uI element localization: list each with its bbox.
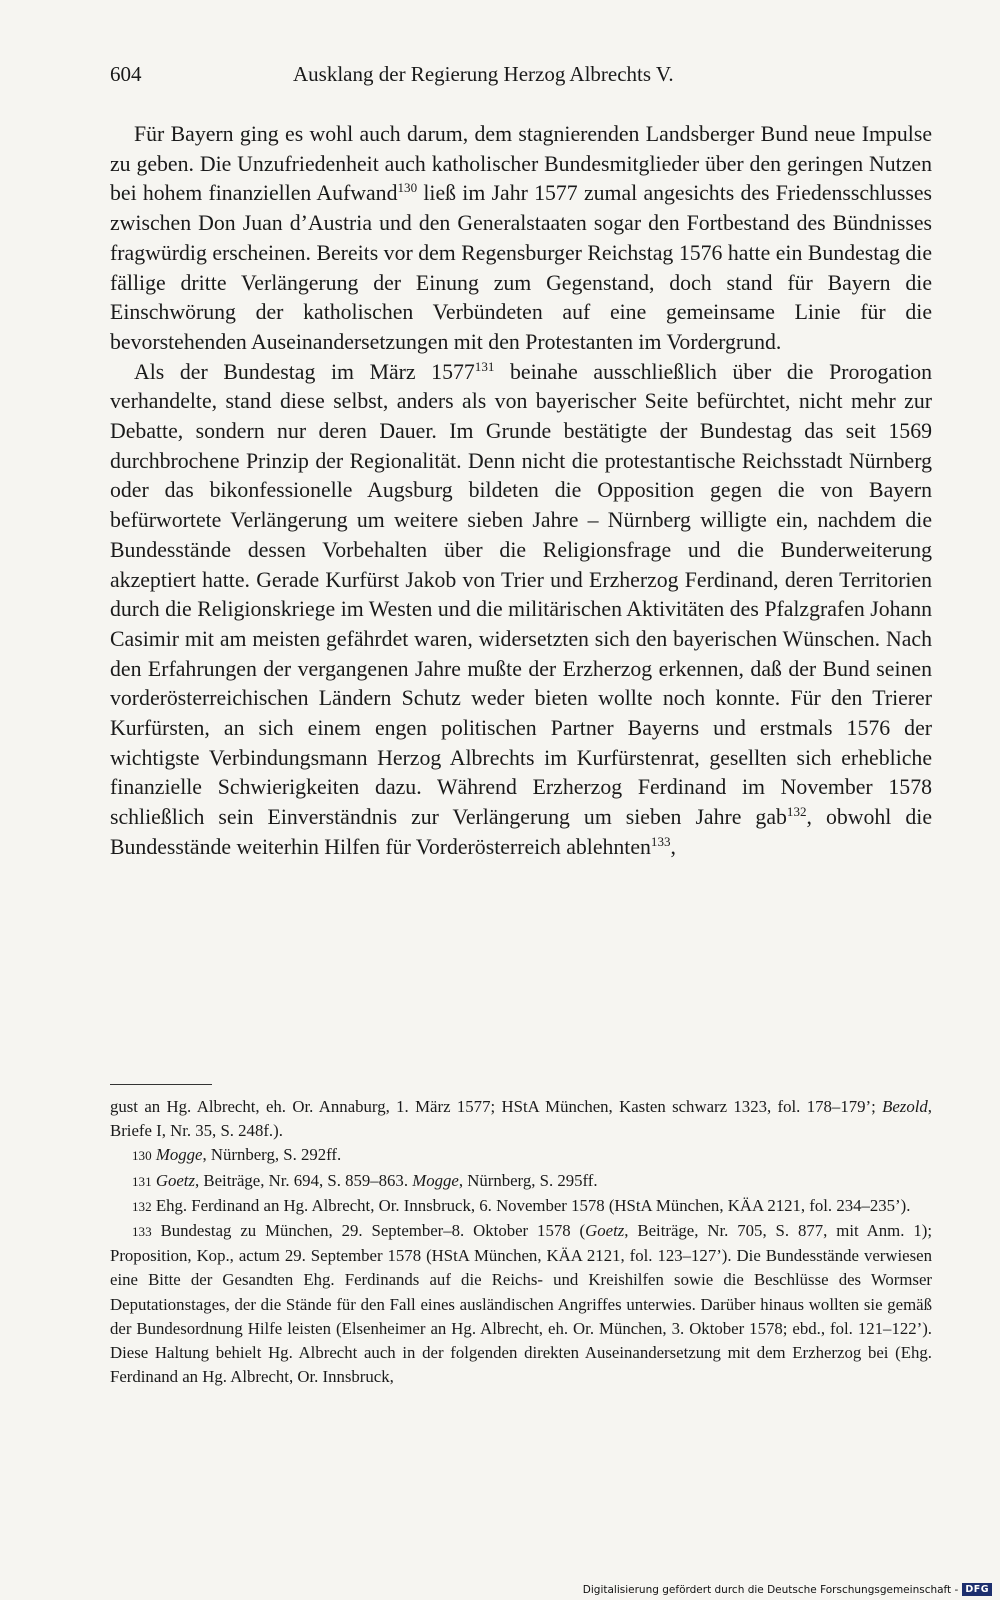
footnote-text: , Beiträge, Nr. 694, S. 859–863. (195, 1170, 413, 1190)
author-name: Goetz (585, 1221, 625, 1241)
footnote-131 (110, 1169, 932, 1194)
paragraph-text: Für Bayern ging es wohl auch darum, dem stagnierenden Landsberger Bund neue Impulse zu geben. Die Unzufriedenheit auch katholischer Bundesmitglieder über den geringen Nutzen bei hohem finanziellen Aufwand (110, 122, 932, 206)
footnote-number: 132 (132, 1198, 152, 1214)
footnote-ref-132[interactable]: 132 (786, 804, 807, 820)
page-number: 604 (110, 62, 142, 86)
author-name: Mogge (155, 1145, 203, 1165)
footnote-text: , Nürnberg, S. 292ff. (202, 1145, 342, 1165)
digitization-footer (583, 1583, 992, 1596)
main-text (110, 120, 932, 863)
footnote-ref-130[interactable]: 130 (397, 180, 418, 196)
footnote-number: 133 (132, 1224, 152, 1240)
running-title: Ausklang der Regierung Herzog Albrechts V. (293, 62, 674, 86)
footnote-divider (110, 1084, 212, 1085)
paragraph-text: , (670, 834, 676, 859)
footnotes (110, 1095, 932, 1389)
paragraph-text: , obwohl die Bundesstände weiterhin Hilfen für Vorderösterreich ablehnten (110, 805, 932, 859)
footnote-text: , Beiträge, Nr. 705, S. 877, mit Anm. 1); Proposition, Kop., actum 29. September 1578 (HStA München, KÄA 2121, fol. 123–127’). Die Bundesstände verwiesen eine Bitte der Gesandten Ehg. Ferdinands auf die Reichs- und Kreishilfen sowie die Beschlüsse des Wormser Deputationstages, der die Stände für den Fall eines ausländischen Angriffes unterwies. Darüber hinaus wollten sie gemäß der Bundesordnung Hilfe leisten (Elsenheimer an Hg. Albrecht, eh. Or. München, 3. Oktober 1578; ebd., fol. 121–122’). Diese Haltung behielt Hg. Albrecht auch in der folgenden direkten Auseinandersetzung mit dem Erzherzog bei (Ehg. Ferdinand an Hg. Albrecht, Or. Innsbruck, (110, 1221, 932, 1387)
footer-text: Digitalisierung gefördert durch die Deutsche Forschungsgemeinschaft - (582, 1583, 959, 1596)
paragraph-text: Als der Bundestag im März 1577 (134, 359, 475, 384)
footnote-text: , Nürnberg, S. 295ff. (458, 1170, 598, 1190)
footnote-number: 131 (132, 1173, 152, 1189)
footnote-number: 130 (132, 1148, 152, 1164)
author-name: Goetz (155, 1170, 195, 1190)
author-name: Mogge (412, 1170, 459, 1190)
footnote-continuation (110, 1095, 932, 1143)
paragraph-text: beinahe ausschließlich über die Prorogation verhandelte, stand diese selbst, anders als von bayerischer Seite befürchtet, nicht mehr zur Debatte, sondern nur deren Dauer. Im Grunde bestätigte der Bundestag das seit 1569 durchbrochene Prinzip der Regionalität. Denn nicht die protestantische Reichsstadt Nürnberg oder das bikonfessionelle Augsburg bildeten die Opposition gegen die von Bayern befürwortete Verlängerung um weitere sieben Jahre – Nürnberg willigte ein, nachdem die Bundesstände dessen Vorbehalten über die Religionsfrage und die Bunderweiterung akzeptiert hatte. Gerade Kurfürst Jakob von Trier und Erzherzog Ferdinand, deren Territorien durch die Religionskriege im Westen und die militärischen Aktivitäten des Pfalzgrafen Johann Casimir mit am meisten gefährdet waren, widersetzten sich den bayerischen Wünschen. Nach den Erfahrungen der vergangenen Jahre mußte der Erzherzog erkennen, daß der Bund seinen vorderösterreichischen Ländern Schutz weder bieten wollte noch konnte. Für den Trierer Kurfürsten, an sich einem engen politischen Partner Bayerns und erstmals 1576 der wichtigste Verbindungsmann Herzog Albrechts im Kurfürstenrat, gesellten sich erhebliche finanzielle Schwierigkeiten dazu. Während Erzherzog Ferdinand im November 1578 schließlich sein Einverständnis zur Verlängerung um sieben Jahre gab (110, 359, 932, 830)
footnote-text: Ehg. Ferdinand an Hg. Albrecht, Or. Innsbruck, 6. November 1578 (HStA München, KÄA 2121, fol. 234–235’). (155, 1195, 911, 1215)
footnote-text: , Briefe I, Nr. 35, S. 248f.). (110, 1097, 932, 1141)
paragraph-1 (110, 120, 932, 358)
footnote-130 (110, 1143, 932, 1168)
author-name: Bezold (882, 1097, 928, 1116)
footnote-132 (110, 1194, 932, 1219)
footnote-text: gust an Hg. Albrecht, eh. Or. Annaburg, 1. März 1577; HStA München, Kasten schwarz 1323, fol. 178–179’; (110, 1097, 883, 1116)
paragraph-2 (110, 358, 932, 863)
paragraph-text: ließ im Jahr 1577 zumal angesichts des Friedensschlusses zwischen Don Juan d’Austria und den Generalstaaten sogar den Fortbestand des Bündnisses fragwürdig erscheinen. Bereits vor dem Regensburger Reichstag 1576 hatte ein Bundestag die fällige dritte Verlängerung der Einung zum Gegenstand, doch stand für Bayern die Einschwörung der katholischen Verbündeten auf eine gemeinsame Linie für die bevorstehenden Auseinandersetzungen mit den Protestanten im Vordergrund. (110, 181, 932, 354)
footnote-ref-133[interactable]: 133 (650, 834, 671, 850)
footnote-ref-131[interactable]: 131 (474, 358, 495, 374)
dfg-logo: DFG (962, 1583, 992, 1596)
footnote-133 (110, 1219, 932, 1389)
page-header (110, 62, 932, 92)
footnote-text: Bundestag zu München, 29. September–8. Oktober 1578 ( (160, 1221, 586, 1241)
